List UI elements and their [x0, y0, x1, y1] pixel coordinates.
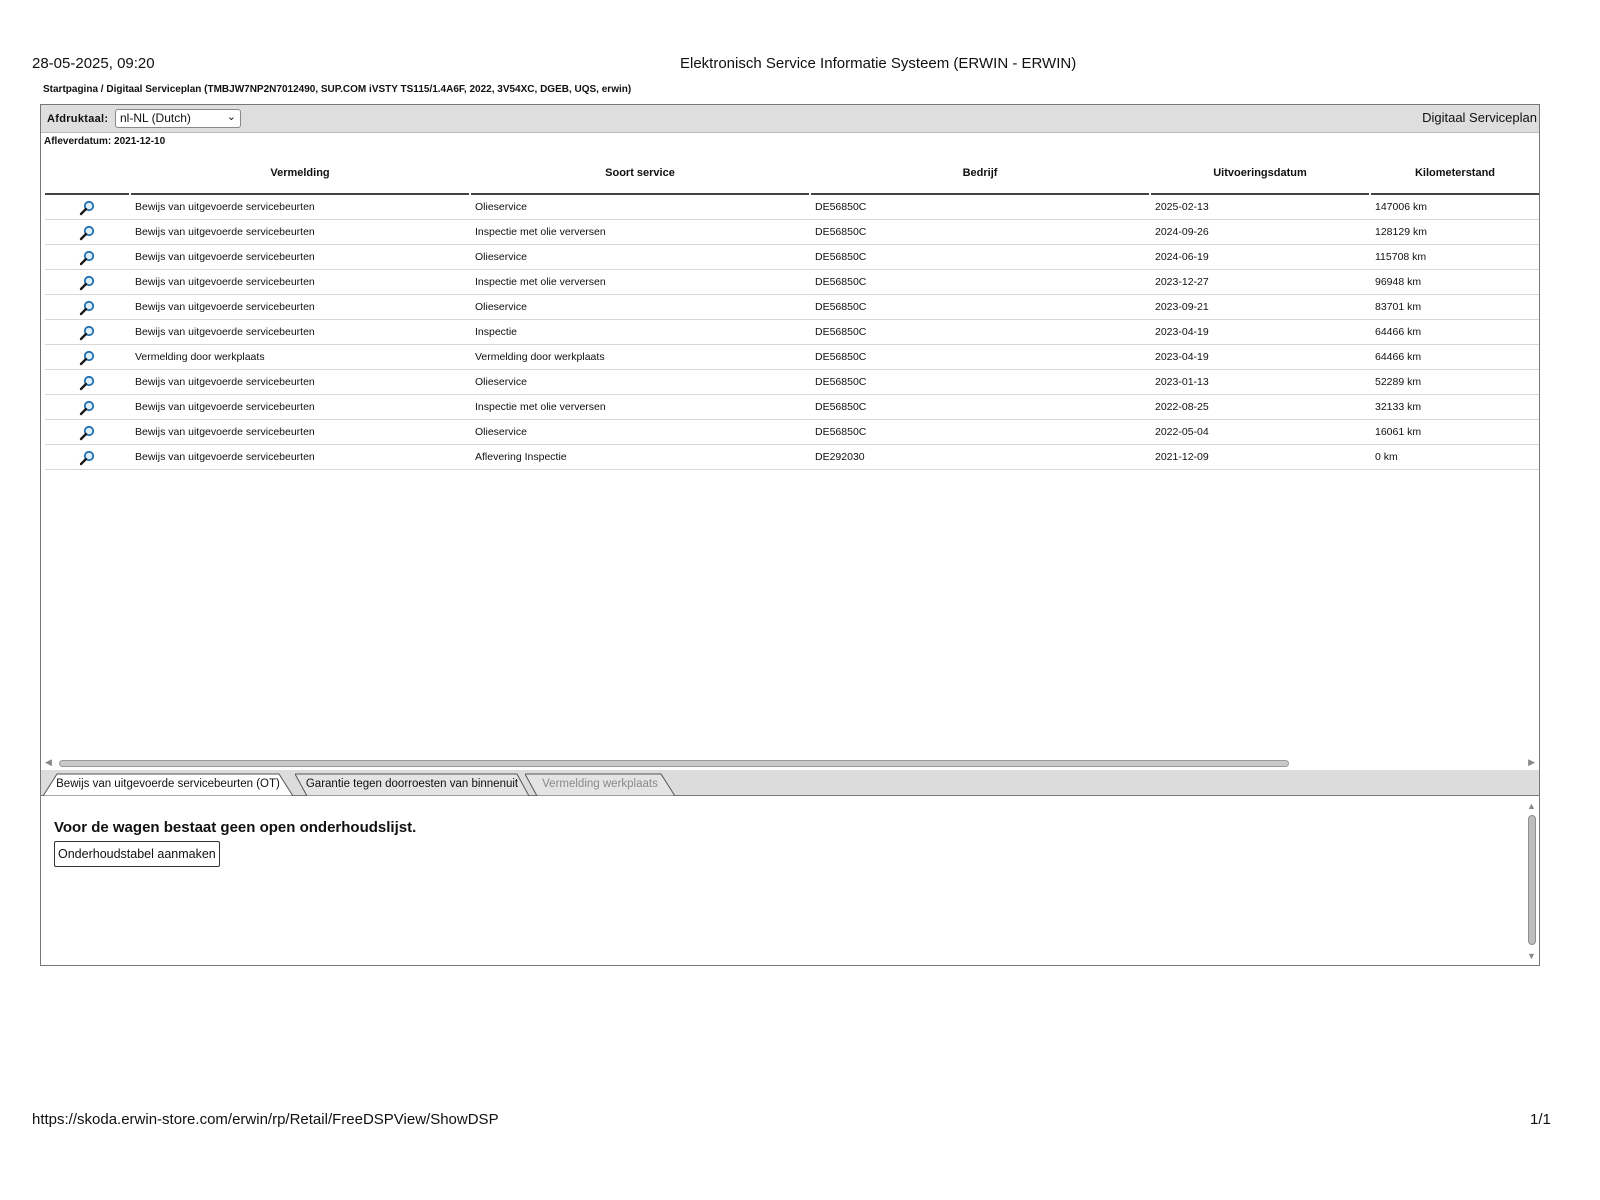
cell-uitvoeringsdatum: 2025-02-13 [1155, 201, 1209, 213]
cell-bedrijf: DE292030 [815, 451, 865, 463]
cell-bedrijf: DE56850C [815, 226, 867, 238]
cell-vermelding: Bewijs van uitgevoerde servicebeurten [135, 426, 315, 438]
no-maintenance-message: Voor de wagen bestaat geen open onderhoudslijst. [54, 819, 417, 836]
cell-uitvoeringsdatum: 2024-06-19 [1155, 251, 1209, 263]
language-label: Afdruktaal: [47, 113, 109, 125]
column-header-bedrijf[interactable]: Bedrijf [811, 153, 1149, 195]
cell-vermelding: Bewijs van uitgevoerde servicebeurten [135, 226, 315, 238]
column-header-soort-service[interactable]: Soort service [471, 153, 809, 195]
column-header-icon [45, 153, 129, 195]
cell-uitvoeringsdatum: 2022-05-04 [1155, 426, 1209, 438]
cell-vermelding: Bewijs van uitgevoerde servicebeurten [135, 376, 315, 388]
magnifier-icon[interactable] [45, 195, 129, 220]
language-select-value: nl-NL (Dutch) [120, 111, 191, 125]
maintenance-panel [41, 797, 1539, 965]
cell-kilometerstand: 0 km [1375, 451, 1398, 463]
magnifier-icon[interactable] [45, 220, 129, 245]
print-datetime: 28-05-2025, 09:20 [32, 55, 155, 72]
cell-bedrijf: DE56850C [815, 401, 867, 413]
tab-label: Garantie tegen doorroesten van binnenuit [305, 778, 519, 790]
cell-kilometerstand: 147006 km [1375, 201, 1427, 213]
tab-servicebeurten[interactable] [43, 773, 293, 796]
table-row[interactable] [45, 295, 1539, 320]
magnifier-icon[interactable] [45, 295, 129, 320]
scroll-left-icon[interactable]: ◀ [45, 757, 52, 767]
cell-bedrijf: DE56850C [815, 251, 867, 263]
cell-vermelding: Bewijs van uitgevoerde servicebeurten [135, 401, 315, 413]
horizontal-scroll-thumb[interactable] [59, 760, 1289, 767]
cell-kilometerstand: 16061 km [1375, 426, 1422, 438]
scroll-down-icon[interactable]: ▼ [1527, 951, 1536, 961]
cell-soort-service: Inspectie [475, 326, 518, 338]
cell-bedrijf: DE56850C [815, 351, 867, 363]
cell-uitvoeringsdatum: 2021-12-09 [1155, 451, 1209, 463]
cell-vermelding: Bewijs van uitgevoerde servicebeurten [135, 301, 315, 313]
cell-kilometerstand: 64466 km [1375, 326, 1422, 338]
scroll-up-icon[interactable]: ▲ [1527, 801, 1536, 811]
tab-strip [41, 770, 1539, 796]
cell-uitvoeringsdatum: 2023-04-19 [1155, 326, 1209, 338]
cell-kilometerstand: 32133 km [1375, 401, 1422, 413]
table-row[interactable] [45, 395, 1539, 420]
cell-vermelding: Bewijs van uitgevoerde servicebeurten [135, 201, 315, 213]
create-maintenance-table-button[interactable]: Onderhoudstabel aanmaken [54, 841, 220, 867]
cell-soort-service: Inspectie met olie verversen [475, 226, 606, 238]
cell-bedrijf: DE56850C [815, 326, 867, 338]
cell-bedrijf: DE56850C [815, 276, 867, 288]
column-header-vermelding[interactable]: Vermelding [131, 153, 469, 195]
magnifier-icon[interactable] [45, 370, 129, 395]
cell-soort-service: Aflevering Inspectie [475, 451, 567, 463]
table-row[interactable] [45, 245, 1539, 270]
tab-doorroesten[interactable] [295, 773, 529, 796]
magnifier-icon[interactable] [45, 420, 129, 445]
cell-vermelding: Bewijs van uitgevoerde servicebeurten [135, 326, 315, 338]
cell-uitvoeringsdatum: 2023-04-19 [1155, 351, 1209, 363]
cell-uitvoeringsdatum: 2023-09-21 [1155, 301, 1209, 313]
cell-vermelding: Bewijs van uitgevoerde servicebeurten [135, 276, 315, 288]
table-row[interactable] [45, 445, 1539, 470]
cell-soort-service: Inspectie met olie verversen [475, 401, 606, 413]
cell-soort-service: Olieservice [475, 201, 527, 213]
column-header-uitvoeringsdatum[interactable]: Uitvoeringsdatum [1151, 153, 1369, 195]
table-row[interactable] [45, 320, 1539, 345]
table-row[interactable] [45, 270, 1539, 295]
cell-vermelding: Vermelding door werkplaats [135, 351, 265, 363]
table-row[interactable] [45, 345, 1539, 370]
cell-bedrijf: DE56850C [815, 301, 867, 313]
delivery-date: Afleverdatum: 2021-12-10 [44, 136, 166, 147]
column-header-kilometerstand[interactable]: Kilometerstand [1371, 153, 1539, 195]
magnifier-icon[interactable] [45, 345, 129, 370]
cell-kilometerstand: 64466 km [1375, 351, 1422, 363]
horizontal-scrollbar[interactable] [43, 757, 1537, 769]
cell-vermelding: Bewijs van uitgevoerde servicebeurten [135, 451, 315, 463]
cell-bedrijf: DE56850C [815, 426, 867, 438]
cell-soort-service: Olieservice [475, 426, 527, 438]
cell-soort-service: Inspectie met olie verversen [475, 276, 606, 288]
cell-kilometerstand: 96948 km [1375, 276, 1422, 288]
magnifier-icon[interactable] [45, 445, 129, 470]
magnifier-icon[interactable] [45, 320, 129, 345]
table-row[interactable] [45, 220, 1539, 245]
cell-uitvoeringsdatum: 2023-01-13 [1155, 376, 1209, 388]
print-page-title: Elektronisch Service Informatie Systeem (ERWIN - ERWIN) [680, 55, 1077, 72]
toolbar [41, 105, 1539, 133]
scroll-right-icon[interactable]: ▶ [1528, 757, 1535, 767]
cell-vermelding: Bewijs van uitgevoerde servicebeurten [135, 251, 315, 263]
table-row[interactable] [45, 420, 1539, 445]
cell-kilometerstand: 52289 km [1375, 376, 1422, 388]
cell-soort-service: Olieservice [475, 376, 527, 388]
print-footer-page-number: 1/1 [1530, 1111, 1551, 1128]
cell-soort-service: Vermelding door werkplaats [475, 351, 605, 363]
cell-kilometerstand: 128129 km [1375, 226, 1427, 238]
breadcrumb[interactable]: Startpagina / Digitaal Serviceplan (TMBJW7NP2N7012490, SUP.COM iVSTY TS115/1.4A6F, 2022, 3V54XC, DGEB, UQS, erwin) [43, 84, 632, 95]
table-header [45, 153, 1539, 195]
magnifier-icon[interactable] [45, 270, 129, 295]
plan-title: Digitaal Serviceplan [1422, 110, 1537, 125]
cell-uitvoeringsdatum: 2022-08-25 [1155, 401, 1209, 413]
cell-kilometerstand: 83701 km [1375, 301, 1422, 313]
table-row[interactable] [45, 370, 1539, 395]
magnifier-icon[interactable] [45, 395, 129, 420]
cell-bedrijf: DE56850C [815, 201, 867, 213]
table-row[interactable] [45, 195, 1539, 220]
vertical-scrollbar[interactable] [1526, 801, 1538, 961]
table-body [45, 195, 1539, 470]
cell-soort-service: Olieservice [475, 251, 527, 263]
service-table [45, 153, 1539, 470]
tab-label: Vermelding werkplaats [542, 778, 658, 790]
chevron-down-icon: ⌄ [226, 111, 236, 123]
magnifier-icon[interactable] [45, 245, 129, 270]
cell-uitvoeringsdatum: 2024-09-26 [1155, 226, 1209, 238]
print-footer-url: https://skoda.erwin-store.com/erwin/rp/Retail/FreeDSPView/ShowDSP [32, 1111, 499, 1128]
cell-kilometerstand: 115708 km [1375, 251, 1427, 263]
cell-bedrijf: DE56850C [815, 376, 867, 388]
vertical-scroll-thumb[interactable] [1528, 815, 1536, 945]
cell-soort-service: Olieservice [475, 301, 527, 313]
service-plan-frame [40, 104, 1540, 966]
tab-vermelding-werkplaats[interactable] [525, 773, 675, 796]
language-select[interactable] [115, 109, 241, 128]
tab-label: Bewijs van uitgevoerde servicebeurten (OT) [56, 778, 280, 790]
cell-uitvoeringsdatum: 2023-12-27 [1155, 276, 1209, 288]
